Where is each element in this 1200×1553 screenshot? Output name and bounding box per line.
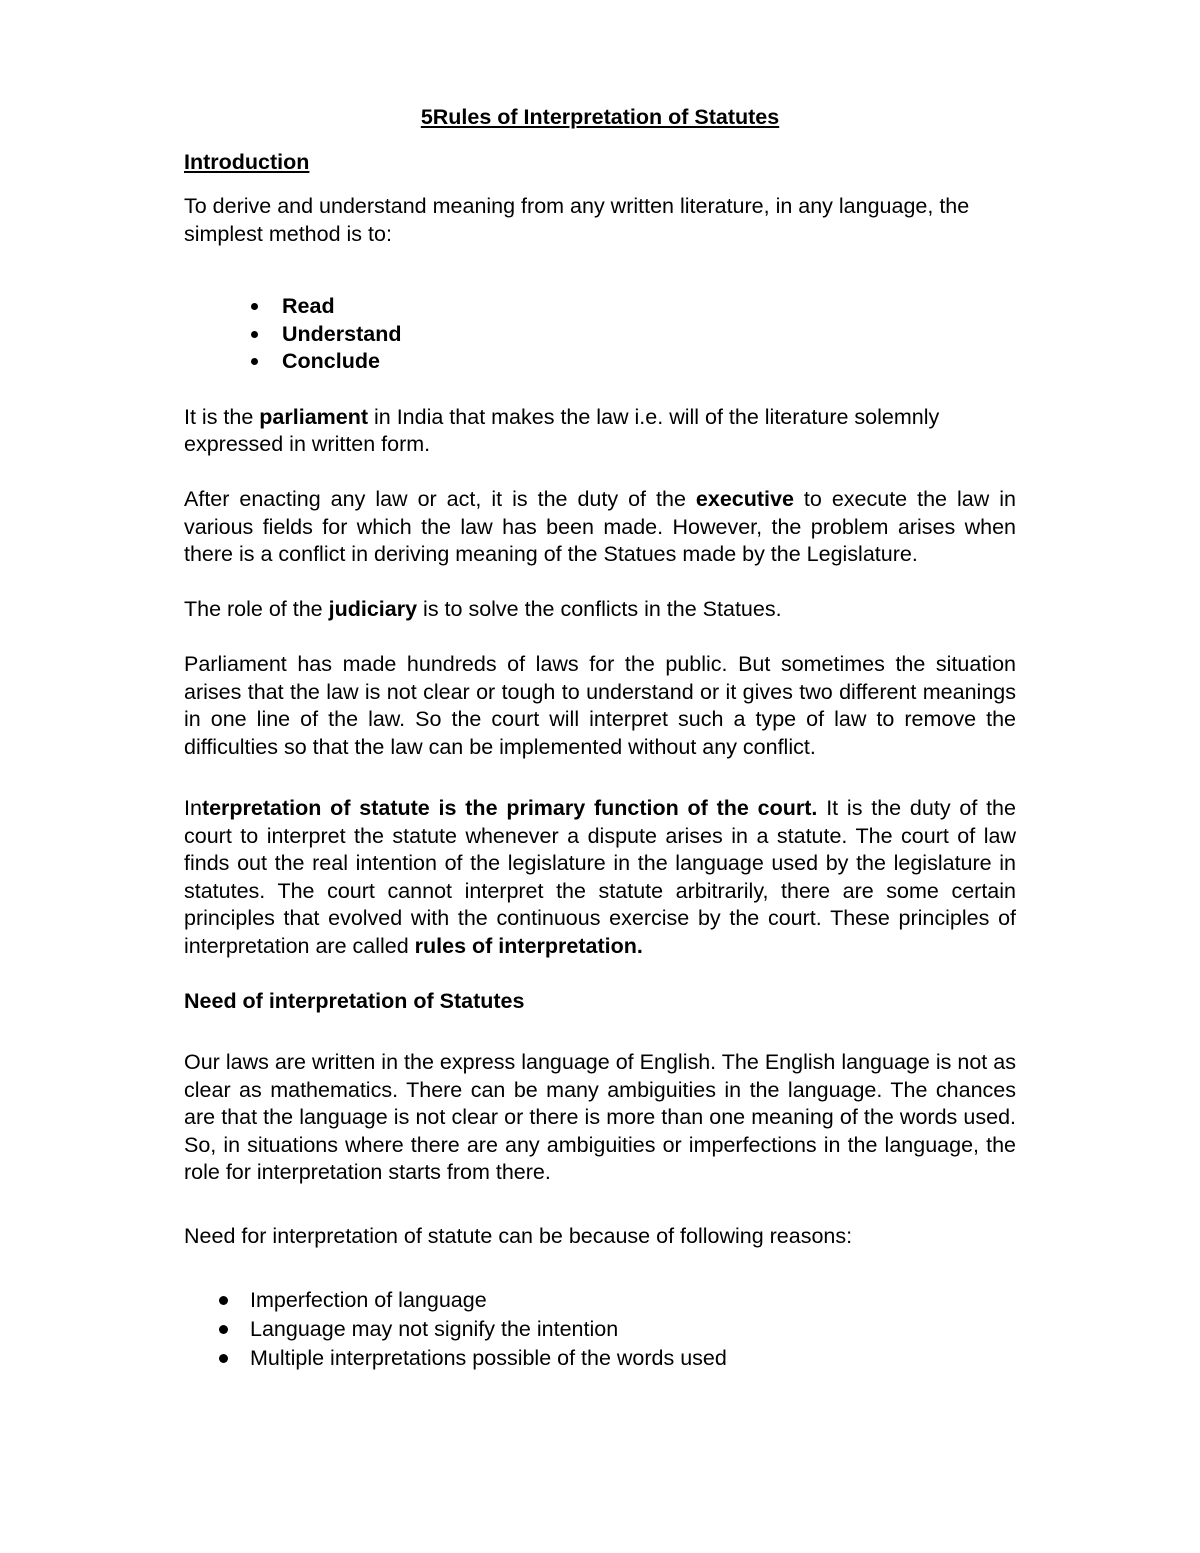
document-body bbox=[184, 104, 1016, 1373]
bullet-icon bbox=[219, 1354, 228, 1363]
bullet-icon bbox=[251, 303, 258, 310]
list-item bbox=[282, 321, 1016, 349]
interpretation-text-prefix: In bbox=[184, 796, 202, 820]
reason-text: Language may not signify the intention bbox=[250, 1317, 619, 1341]
reason-text: Imperfection of language bbox=[250, 1288, 487, 1312]
need-section-paragraph: Our laws are written in the express language of English. The English language is not as clear as mathematics. There can be many ambiguities in the language. The chances are that the language is not clear or there is more than one meaning of the words used. So, in situations where there are any ambiguities or imperfections in the language, the role for interpretation starts from there. bbox=[184, 1050, 1016, 1184]
bullet-icon bbox=[219, 1325, 228, 1334]
list-item bbox=[250, 1315, 1016, 1344]
method-step-conclude: Conclude bbox=[282, 349, 380, 373]
interpretation-text-body: It is the duty of the court to interpret the statute whenever a dispute arises in a statute. The court of law finds out the real intention of the legislature in the language used by the legislature in statutes. The court cannot interpret the statute arbitrarily, there are some certain principles that evolved with the continuous exercise by the court. These principles of interpretation are called bbox=[184, 796, 1016, 958]
method-steps-list bbox=[184, 293, 1016, 376]
reason-text: Multiple interpretations possible of the words used bbox=[250, 1346, 727, 1370]
executive-text-start: After enacting any law or act, it is the duty of the bbox=[184, 487, 696, 511]
judiciary-term: judiciary bbox=[328, 597, 418, 621]
need-section-heading: Need of interpretation of Statutes bbox=[184, 988, 525, 1013]
parliament-paragraph bbox=[184, 404, 1016, 459]
list-item bbox=[250, 1344, 1016, 1373]
reasons-intro: Need for interpretation of statute can be because of following reasons: bbox=[184, 1223, 853, 1248]
list-item bbox=[250, 1286, 1016, 1315]
interpretation-paragraph bbox=[184, 795, 1016, 960]
method-step-read: Read bbox=[282, 294, 335, 318]
list-item bbox=[282, 293, 1016, 321]
executive-term: executive bbox=[695, 487, 794, 511]
bullet-icon bbox=[251, 358, 258, 365]
document-title: 5Rules of Interpretation of Statutes bbox=[420, 105, 780, 129]
rules-of-interpretation-term: rules of interpretation. bbox=[414, 933, 643, 958]
introduction-lead: To derive and understand meaning from any written literature, in any language, the simplest method is to: bbox=[184, 194, 970, 246]
method-step-understand: Understand bbox=[282, 321, 402, 346]
parliament-term: parliament bbox=[259, 404, 369, 429]
reasons-list bbox=[184, 1286, 1016, 1373]
executive-text-end: to execute the law in various fields for which the law has been made. However, the problem arises when there is a conflict in deriving meaning of the Statues made by the Legislature. bbox=[184, 487, 1016, 566]
bullet-icon bbox=[219, 1296, 228, 1305]
bullet-icon bbox=[251, 331, 258, 338]
executive-paragraph bbox=[184, 486, 1016, 569]
parliament-text-start: It is the bbox=[184, 404, 260, 429]
judiciary-text-start: The role of the bbox=[184, 597, 329, 621]
interpretation-key-statement: terpretation of statute is the primary function of the court. bbox=[201, 796, 818, 820]
judiciary-text-end: is to solve the conflicts in the Statues. bbox=[417, 597, 782, 621]
introduction-heading: Introduction bbox=[184, 149, 310, 174]
list-item bbox=[282, 348, 1016, 376]
parliament-laws-paragraph: Parliament has made hundreds of laws for the public. But sometimes the situation arises that the law is not clear or tough to understand or it gives two different meanings in one line of the law. So the court will interpret such a type of law to remove the difficulties so that the law can be implemented without any conflict. bbox=[184, 652, 1016, 759]
parliament-text-end: in India that makes the law i.e. will of the literature solemnly expressed in written form. bbox=[184, 404, 940, 456]
judiciary-paragraph bbox=[184, 596, 1016, 624]
